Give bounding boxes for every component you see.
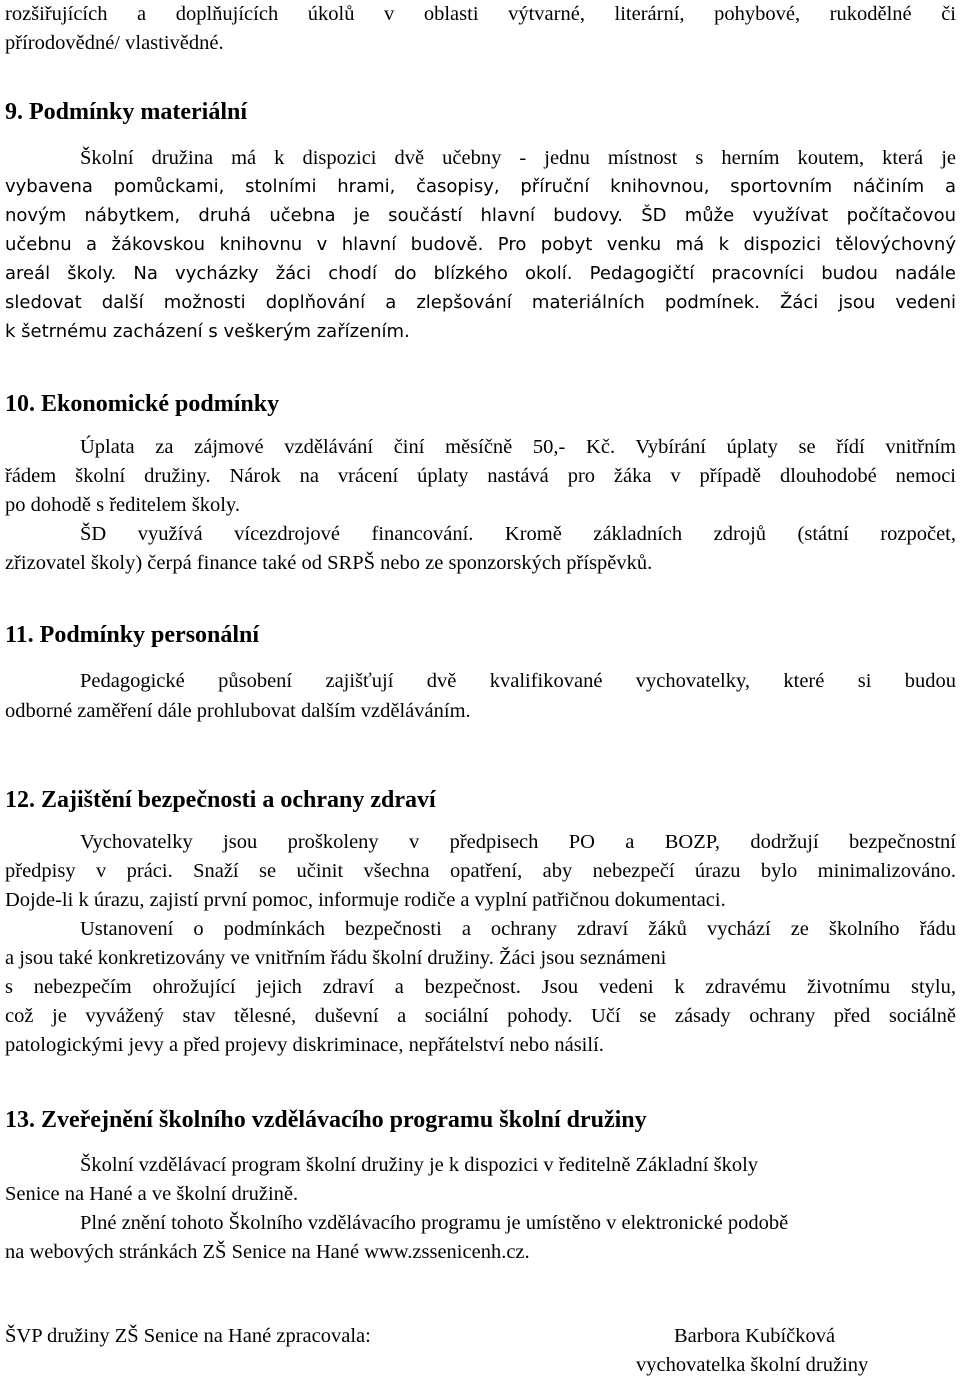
- section-10-line: zřizovatel školy) čerpá finance také od SRPŠ nebo ze sponzorských příspěvků.: [5, 552, 653, 574]
- section-10-heading: 10. Ekonomické podmínky: [5, 391, 280, 417]
- section-9-line: Školní družina má k dispozici dvě učebny - jednu místnost s herním koutem, která je: [80, 147, 956, 169]
- section-11-line: Pedagogické působení zajišťují dvě kvalifikované vychovatelky, které si budou: [80, 670, 956, 692]
- signature-name: Barbora Kubíčková: [674, 1325, 836, 1347]
- section-10-line: ŠD využívá vícezdrojové financování. Kromě základních zdrojů (státní rozpočet,: [80, 523, 956, 545]
- section-10-line: řádem školní družiny. Nárok na vrácení úplaty nastává pro žáka v případě dlouhodobé nemoci: [5, 465, 956, 487]
- section-12-line: a jsou také konkretizovány ve vnitřním řádu školní družiny. Žáci jsou seznámeni: [5, 947, 667, 969]
- section-11-line: odborné zaměření dále prohlubovat dalším vzděláváním.: [5, 700, 471, 722]
- section-10-line: po dohodě s ředitelem školy.: [5, 494, 240, 516]
- section-13-heading: 13. Zveřejnění školního vzdělávacího programu školní družiny: [5, 1107, 647, 1133]
- section-9-line: vybavena pomůckami, stolními hrami, časopisy, příruční knihovnou, sportovním náčiním a: [5, 176, 956, 197]
- section-9-line: učebnu a žákovskou knihovnu v hlavní budově. Pro pobyt venku má k dispozici tělovýchovný: [5, 234, 956, 255]
- section-12-line: patologickými jevy a před projevy diskriminace, nepřátelství nebo násilí.: [5, 1034, 604, 1056]
- section-13-line: Plné znění tohoto Školního vzdělávacího programu je umístěno v elektronické podobě: [80, 1212, 789, 1234]
- section-9-line: areál školy. Na vycházky žáci chodí do blízkého okolí. Pedagogičtí pracovníci budou nadále: [5, 263, 956, 284]
- section-12-line: Vychovatelky jsou proškoleny v předpisech PO a BOZP, dodržují bezpečnostní: [80, 831, 956, 853]
- intro-line: rozšiřujících a doplňujících úkolů v oblasti výtvarné, literární, pohybové, rukodělné či: [5, 3, 956, 25]
- section-12-line: což je vyvážený stav tělesné, duševní a sociální pohody. Učí se zásady ochrany před sociálně: [5, 1005, 956, 1027]
- section-13-line: na webových stránkách ZŠ Senice na Hané www.zssenicenh.cz.: [5, 1241, 530, 1263]
- section-11-heading: 11. Podmínky personální: [5, 622, 260, 648]
- section-9-heading: 9. Podmínky materiální: [5, 99, 248, 125]
- section-12-line: předpisy v práci. Snaží se učinit všechna opatření, aby nebezpečí úrazu bylo minimalizováno.: [5, 860, 956, 882]
- section-10-line: Úplata za zájmové vzdělávání činí měsíčně 50,- Kč. Vybírání úplaty se řídí vnitřním: [80, 436, 956, 458]
- section-12-line: Dojde-li k úrazu, zajistí první pomoc, informuje rodiče a vyplní patřičnou dokumentaci.: [5, 889, 726, 911]
- signature-prepared-by: ŠVP družiny ZŠ Senice na Hané zpracovala:: [5, 1325, 371, 1347]
- section-12-line: Ustanovení o podmínkách bezpečnosti a ochrany zdraví žáků vychází ze školního řádu: [80, 918, 956, 940]
- section-12-heading: 12. Zajištění bezpečnosti a ochrany zdraví: [5, 787, 436, 813]
- section-12-line: s nebezpečím ohrožující jejich zdraví a bezpečnost. Jsou vedeni k zdravému životnímu stylu,: [5, 976, 956, 998]
- intro-line: přírodovědné/ vlastivědné.: [5, 32, 224, 54]
- section-13-line: Školní vzdělávací program školní družiny je k dispozici v ředitelně Základní školy: [80, 1154, 759, 1176]
- section-13-line: Senice na Hané a ve školní družině.: [5, 1183, 299, 1205]
- section-9-line: k šetrnému zacházení s veškerým zařízením.: [5, 321, 410, 342]
- signature-role: vychovatelka školní družiny: [636, 1354, 869, 1376]
- section-9-line: novým nábytkem, druhá učebna je součástí hlavní budovy. ŠD může využívat počítačovou: [5, 205, 956, 226]
- section-9-line: sledovat další možnosti doplňování a zlepšování materiálních podmínek. Žáci jsou vedeni: [5, 292, 956, 313]
